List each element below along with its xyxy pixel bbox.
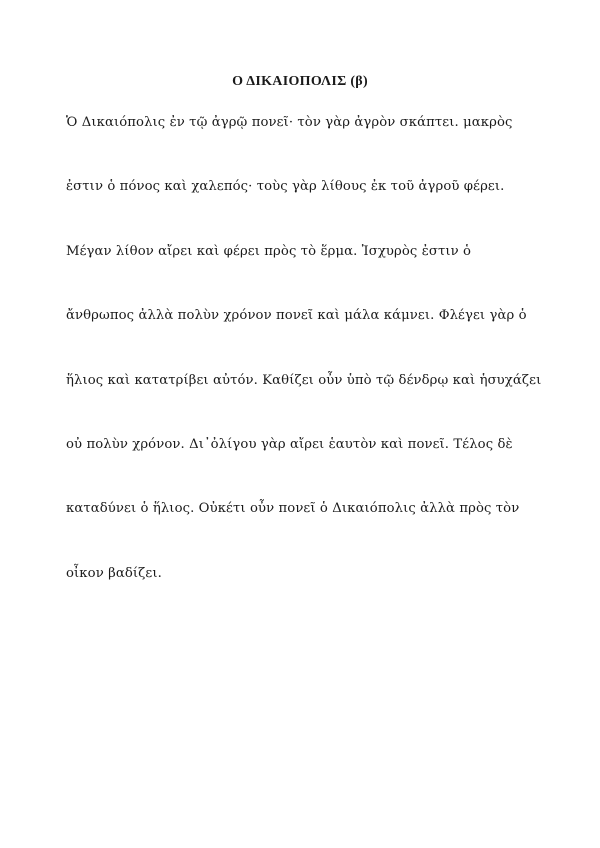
text-line: ἄνθρωπος ἀλλὰ πολὺν χρόνον πονεῖ καὶ μάλα κάμνει. Φλέγει γὰρ ὁ	[66, 308, 527, 324]
document-title: Ο ΔΙΚΑΙΟΠΟΛΙΣ (β)	[232, 74, 368, 89]
text-line: Μέγαν λίθον αἴρει καὶ φέρει πρὸς τὸ ἕρμα. Ἰσχυρὸς ἐστιν ὁ	[66, 243, 472, 259]
text-line: καταδύνει ὁ ἥλιος. Οὐκέτι οὖν πονεῖ ὁ Δικαιόπολις ἀλλὰ πρὸς τὸν	[66, 501, 520, 517]
text-line: Ὁ Δικαιόπολις ἐν τῷ ἀγρῷ πονεῖ· τὸν γὰρ ἀγρὸν σκάπτει. μακρὸς	[66, 115, 513, 130]
text-line: οὐ πολὺν χρόνον. Δι᾽ὀλίγου γὰρ αἴρει ἑαυτὸν καὶ πονεῖ. Τέλος δὲ	[66, 436, 513, 452]
text-line: ἥλιος καὶ κατατρίβει αὐτόν. Καθίζει οὖν ὑπὸ τῷ δένδρῳ καὶ ἡσυχάζει	[66, 372, 542, 388]
text-line: οἶκον βαδίζει.	[66, 565, 162, 581]
document-body	[66, 114, 546, 629]
text-line: ἐστιν ὁ πόνος καὶ χαλεπός· τοὺς γὰρ λίθους ἐκ τοῦ ἀγροῦ φέρει.	[66, 179, 505, 195]
